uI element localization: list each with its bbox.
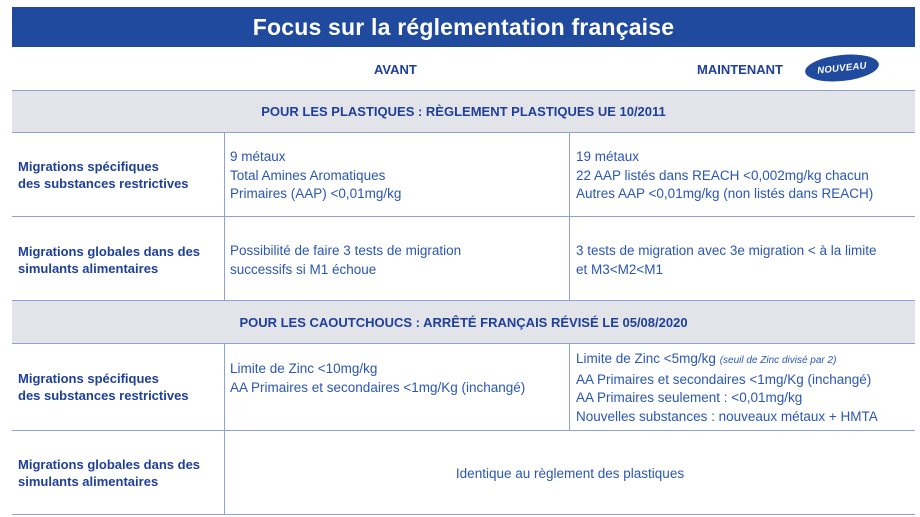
divider	[12, 514, 915, 515]
section-heading: POUR LES PLASTIQUES : RÈGLEMENT PLASTIQUES UE 10/2011	[261, 104, 666, 119]
section-heading: POUR LES CAOUTCHOUCS : ARRÊTÉ FRANÇAIS RÉVISÉ LE 05/08/2020	[239, 314, 688, 330]
column-header-now: MAINTENANT	[697, 62, 783, 77]
cell-before: 9 métaux Total Amines Aromatiques Primaires (AAP) <0,01mg/kg	[230, 149, 402, 201]
cell-before: Limite de Zinc <10mg/kg AA Primaires et secondaires <1mg/Kg (inchangé)	[230, 361, 526, 395]
new-badge	[804, 51, 880, 85]
row-label: Migrations spécifiques des substances restrictives	[18, 159, 189, 191]
column-divider	[569, 133, 570, 301]
divider	[12, 430, 915, 431]
title-banner	[12, 7, 915, 47]
cell-before: Possibilité de faire 3 tests de migration successifs si M1 échoue	[230, 243, 462, 277]
column-divider	[224, 344, 225, 515]
cell-now: 3 tests de migration avec 3e migration < à la limite et M3<M2<M1	[576, 243, 877, 277]
row-label: Migrations globales dans des simulants alimentaires	[18, 244, 201, 276]
cell-now: 19 métaux 22 AAP listés dans REACH <0,002mg/kg chacun Autres AAP <0,01mg/kg (non listés dans REACH)	[576, 149, 874, 201]
cell-merged: Identique au règlement des plastiques	[455, 466, 685, 481]
column-header-before: AVANT	[374, 62, 417, 77]
divider	[12, 216, 915, 217]
column-divider	[224, 133, 225, 301]
column-divider	[569, 344, 570, 431]
new-badge-label: NOUVEAU	[816, 59, 868, 77]
section-header-rubbers	[12, 301, 915, 343]
section-header-plastics	[12, 91, 915, 132]
row-label: Migrations globales dans des simulants alimentaires	[18, 457, 201, 489]
divider	[12, 132, 915, 133]
cell-now: Limite de Zinc <5mg/kg (seuil de Zinc divisé par 2) AA Primaires et secondaires <1mg/Kg (inchangé) AA Primaires seulement : <0,01mg/kg Nouvelles substances : nouveaux métaux + HMTA	[576, 351, 878, 424]
page-title: Focus sur la réglementation française	[252, 13, 675, 40]
row-label: Migrations spécifiques des substances restrictives	[18, 371, 189, 403]
zinc-note: (seuil de Zinc divisé par 2)	[719, 355, 837, 366]
divider	[12, 343, 915, 344]
